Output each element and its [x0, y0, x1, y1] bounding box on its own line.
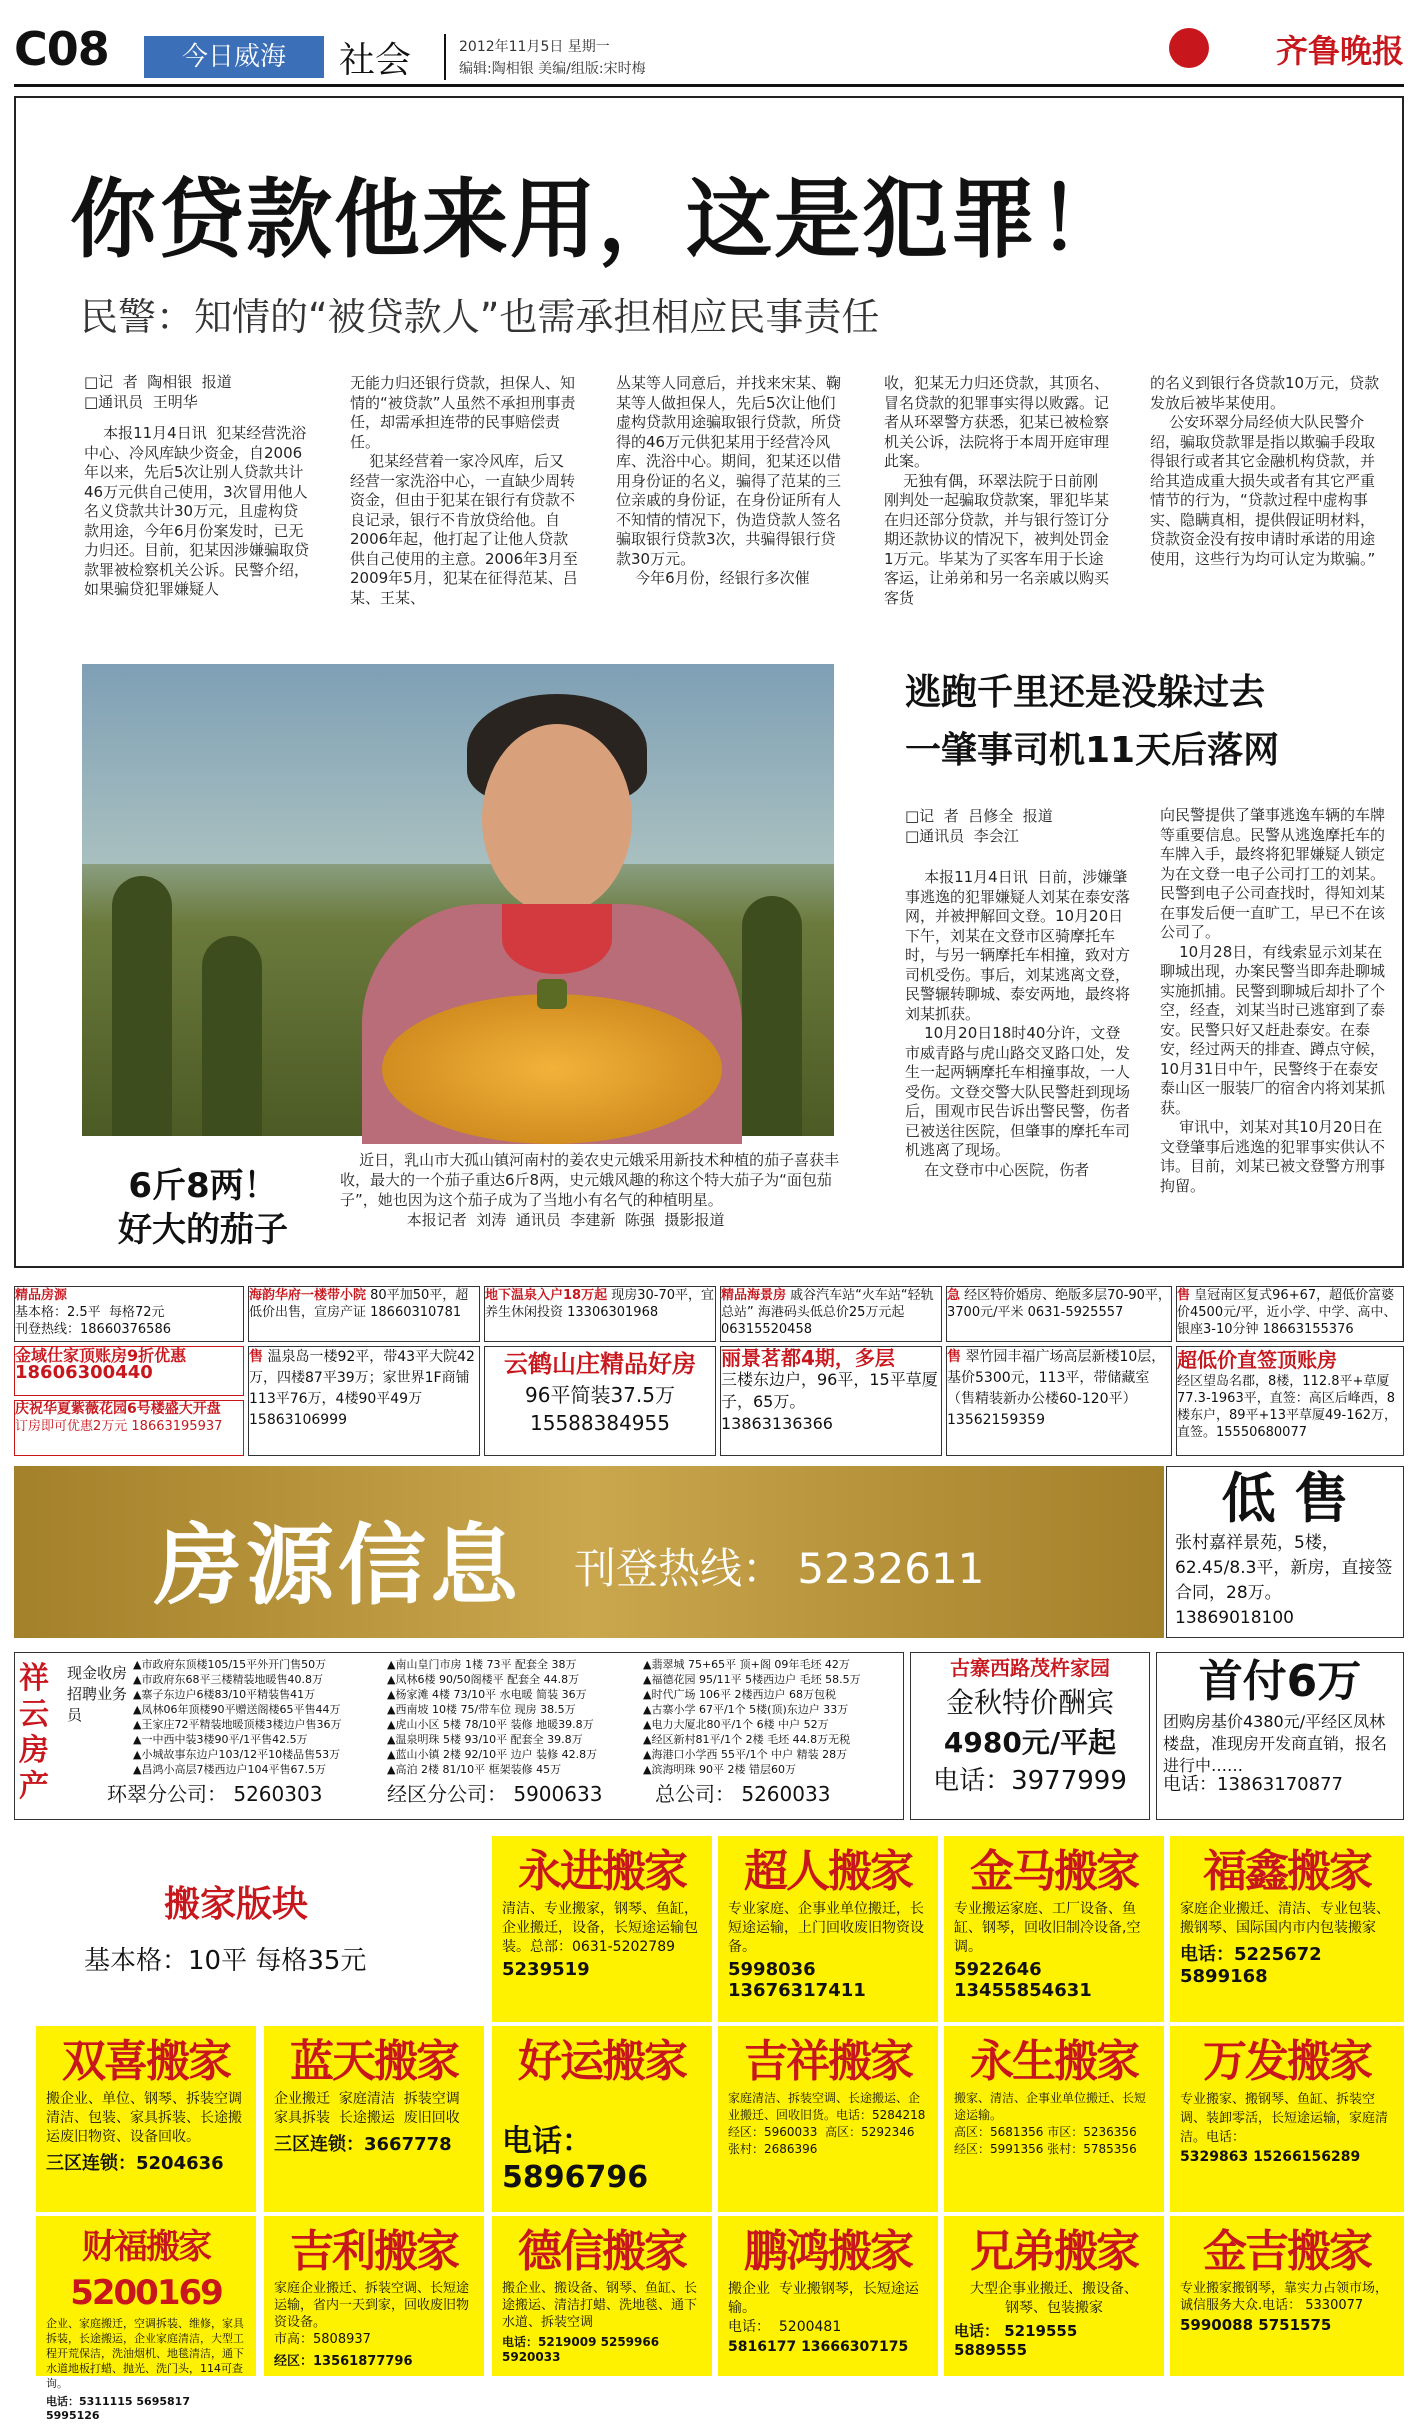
ad-title: 云鹤山庄精品好房	[504, 1350, 696, 1378]
ad-haiyun-huafu	[248, 1286, 480, 1342]
mover-phone: 5329863 15266156289	[1180, 2149, 1361, 2165]
ad-phone: 电话：3977999	[933, 1766, 1127, 1796]
second-article-column-2: 向民警提供了肇事逃逸车辆的车牌等重要信息。民警从逃逸摩托车的车牌入手，最终将犯罪嫌疑人锁定为在文登一电子公司打工的刘某。民警到电子公司查找时，得知刘某在事发后便一直旷工，早已不在该公司了。 10月28日，有线索显示刘某在聊城出现，办案民警当即奔赴聊城实施抓捕。民警到聊城后却扑了个空，经查，刘某当时已逃窜到了泰安。民警只好又赶赴泰安。在泰安，经过两天的排查、蹲点守候，10月31日中午，民警终于在泰安泰山区一服装厂的宿舍内将刘某抓获。 审讯中，刘某对其10月20日在文登肇事后逃逸的犯罪事实供认不讳。目前，刘某已被文登警方刑事拘留。	[1160, 806, 1386, 1195]
ad-title: 精品海景房	[721, 1288, 787, 1303]
header-divider	[444, 34, 446, 80]
news-photo	[82, 664, 834, 1136]
ad-text: 80平加50平，超低价出售，宣房产证 18660310781	[249, 1288, 469, 1320]
mover-ad-15	[944, 2216, 1164, 2376]
listing-column-1: ▲市政府东顶楼105/15平外开门售50万 ▲市政府东68平三楼精装地暖售40.8万 ▲寨子东边户6楼83/10平精装售41万 ▲凤林06年顶楼90平赠送阁楼65平售44万 ▲王家庄72平精装地暖顶楼3楼边户售36万 ▲一中西中装3楼90平/1平售42.5万 ▲小城故事东边户103/12平10楼品售53万 ▲昌鸿小高层7楼西边户104平售67.5万	[133, 1658, 342, 1776]
mover-desc: 专业家庭、企事业单位搬迁，长短途运输，上门回收废旧物资设备。	[728, 1901, 924, 1955]
ad-ji	[946, 1286, 1172, 1342]
mover-ad-7	[492, 2026, 712, 2212]
mover-name: 超人搬家	[744, 1846, 912, 1897]
listing-column-3: ▲翡翠城 75+65平 顶+阁 09年毛坯 42万 ▲福德花园 95/11平 5楼西边户 毛坯 58.5万 ▲时代广场 106平 2楼西边户 68万包税 ▲古寨小学 67平/1个 5楼(顶)东边户 33万 ▲电力大厦北80平/1个 6楼 中户 52万 ▲经区新村81平/1个 2楼 毛坯 44.8万无税 ▲海港口小学西 55平/1个 中户 精装 28万 ▲滨海明珠 90平 2楼 错层60万	[643, 1658, 861, 1776]
mover-ad-16	[1170, 2216, 1404, 2376]
mover-desc: 专业搬家、搬钢琴、鱼缸、拆装空调、装卸零活，长短途运输，家庭清洁。电话：	[1180, 2092, 1389, 2145]
mover-name: 金吉搬家	[1203, 2226, 1371, 2277]
ad-line: 金秋特价酬宾	[945, 1686, 1114, 1719]
mover-name: 蓝天搬家	[290, 2036, 458, 2087]
ad-text: 戚谷汽车站“火车站“轻轨总站” 海港码头低总价25万元起 06315520458	[721, 1288, 934, 1337]
article-column-2: 无能力归还银行贷款，担保人、知情的“被贷款”人虽然不承担刑事责任，却需承担连带的民事赔偿责任。 犯某经营着一家冷风库，后又经营一家洗浴中心，一直缺少周转资金，但由于犯某在银行有贷款不良记录，银行不肯放贷给他。自2006年起，他打起了让他人贷款供自己使用的主意。2006年3月至2009年5月，犯某在征得范某、吕某、王某、	[350, 374, 578, 607]
listing-column-2: ▲南山皇门市房 1楼 73平 配套全 38万 ▲凤林6楼 90/50阁楼平 配套全 44.8万 ▲杨家滩 4楼 73/10平 水电暖 简装 36万 ▲西南坡 10楼 75/带车位 现房 38.5万 ▲虎山小区 5楼 78/10平 装修 地暖39.8万 ▲温泉明珠 5楼 93/10平 配套全 39.8万 ▲蓝山小镇 2楼 92/10平 边户 装修 42.8万 ▲高泊 2楼 81/10平 框架装修 45万	[387, 1658, 598, 1776]
ad-title: 售	[947, 1349, 961, 1365]
mover-name: 兄弟搬家	[970, 2226, 1138, 2277]
mover-name: 福鑫搬家	[1203, 1846, 1371, 1897]
ad-title: 低 售	[1221, 1467, 1349, 1530]
mover-ad-11	[36, 2216, 256, 2422]
mover-phone: 5922646 13455854631	[954, 1959, 1092, 2001]
mover-phone: 电话：5896796	[502, 2124, 649, 2195]
ad-guzhai	[910, 1652, 1150, 1820]
mover-name: 鹏鸿搬家	[744, 2226, 912, 2277]
ad-chaodi-jia	[1176, 1346, 1404, 1456]
second-byline: □记 者 吕修全 报道 □通讯员 李会江	[905, 807, 1053, 845]
ad-yunhe-shanzhuang	[484, 1346, 716, 1456]
ad-title: 首付6万	[1198, 1656, 1362, 1707]
mover-phone: 电话：5311115 5695817 5995126	[46, 2395, 190, 2422]
ad-title: 庆祝华夏紫薇花园6号楼盛大开盘	[15, 1401, 221, 1417]
ad-text: 三楼东边户，96平，15平草厦子，65万。 13863136366	[721, 1370, 938, 1433]
newspaper-logo: 齐鲁晚报	[1275, 32, 1404, 70]
photo-caption-title: 6斤8两！ 好大的茄子	[118, 1166, 288, 1250]
article-column-3: 丛某等人同意后，并找来宋某、鞠某等人做担保人，先后5次让他们虚构贷款用途骗取银行贷款，所贷得的46万元供犯某用于经营冷风库、洗浴中心。期间，犯某还以借用身份证的名义，骗得了范某的三位亲戚的身份证，在身份证所有人不知情的情况下，伪造贷款人签名骗取银行贷款3次，共骗得银行贷款30万元。 今年6月份，经银行多次催	[616, 374, 842, 587]
moving-section-title: 搬家版块	[164, 1884, 309, 1925]
mover-ad-9	[944, 2026, 1164, 2212]
article-column-5: 的名义到银行各贷款10万元，贷款发放后被毕某使用。 公安环翠分局经侦大队民警介绍，骗取贷款罪是指以欺骗手段取得银行或者其它金融机构贷款，并给其造成重大损失或者有其它严重情节的行为，“贷款过程中虚构事实、隐瞒真相，提供假证明材料，贷款资金没有按申请时承诺的用途使用，这些行为均可认定为欺骗。”	[1150, 374, 1380, 568]
branch-phone-jingqu: 经区分公司： 5900633	[387, 1782, 603, 1806]
ad-huaxia-ziwei	[14, 1400, 244, 1456]
ad-haijing-fang	[720, 1286, 942, 1342]
issue-date: 2012年11月5日 星期一	[459, 39, 610, 55]
mover-phone: 三区连锁：3667778	[274, 2134, 452, 2155]
mover-name: 吉利搬家	[290, 2226, 458, 2277]
mover-desc: 家庭企业搬迁、清洁、专业包装、搬钢琴、国际国内市内包装搬家	[1180, 1901, 1390, 1936]
moving-section-header	[14, 1836, 484, 2014]
mover-phone: 经区：13561877796	[274, 2354, 413, 2369]
ad-text: 18606300440	[15, 1362, 153, 1383]
mover-desc: 搬企业 专业搬钢琴，长短途运输。 电话： 5200481	[728, 2281, 919, 2335]
ad-cuizhu-yuan	[946, 1346, 1172, 1456]
banner-hotline: 刊登热线： 5232611	[574, 1544, 985, 1593]
mover-name: 德信搬家	[518, 2226, 686, 2277]
ad-text: 基本格：2.5平 每格72元 刊登热线：18660376586	[15, 1305, 171, 1337]
listings-banner	[14, 1466, 1164, 1638]
ad-text: 皇冠南区复式96+67，超低价富婆价4500元/平，近小学、中学、高中、银座3-10分钟 18663155376	[1177, 1288, 1397, 1337]
branch-phone-huancui: 环翠分公司： 5260303	[107, 1782, 323, 1806]
ad-text: 温泉岛一楼92平，带43平大院42万，四楼87平39万；家世界1F商铺113平76万，4楼90平49万 15863106999	[249, 1349, 475, 1428]
mover-phone: 5990088 5751575	[1180, 2316, 1332, 2334]
ad-title: 精品房源	[15, 1288, 68, 1303]
mover-ad-12	[264, 2216, 484, 2376]
second-headline	[905, 664, 1279, 780]
mover-phone: 5816177 13666307175	[728, 2339, 909, 2355]
newspaper-logo-icon	[1169, 28, 1209, 68]
byline: □记 者 陶相银 报道 □通讯员 王明华	[84, 373, 232, 411]
headline: 你贷款他来用，这是犯罪！	[70, 170, 1126, 270]
ad-title: 金域仕家顶账房9折优惠	[15, 1346, 187, 1365]
ad-text: 翠竹园丰福广场高层新楼10层，基价5300元，113平，带储藏室（售精装新办公楼60-120平）13562159359	[947, 1349, 1166, 1428]
mover-ad-6	[264, 2026, 484, 2212]
ad-text: 张村嘉祥景苑，5楼，62.45/8.3平，新房，直接签合同，28万。13869018100	[1175, 1533, 1393, 1628]
ad-title: 海韵华府一楼带小院	[249, 1288, 367, 1303]
mover-ad-14	[718, 2216, 938, 2376]
ad-title: 急	[947, 1288, 961, 1303]
ad-price: 4980元/平起	[943, 1726, 1117, 1759]
ad-low-sale	[1166, 1466, 1404, 1638]
mover-desc: 家庭企业搬迁、拆装空调、长短途运输，省内一天到家，回收废旧物资设备。 市高：5808937	[274, 2281, 470, 2347]
ad-shoufu	[1156, 1652, 1404, 1820]
mover-ad-3	[944, 1836, 1164, 2022]
ad-jingpin-fangyuan	[14, 1286, 244, 1342]
second-headline-line1: 逃跑千里还是没躲过去	[905, 672, 1266, 713]
page-header	[14, 18, 1404, 87]
ad-xiangyun-realty	[14, 1652, 904, 1820]
mover-ad-5	[36, 2026, 256, 2212]
mover-phone	[718, 2158, 938, 2162]
mover-name: 金马搬家	[970, 1846, 1138, 1897]
article-column-4: 收，犯某无力归还贷款，其顶名、冒名贷款的犯罪事实得以败露。记者从环翠警方获悉，犯某已被检察机关公诉，法院将于本周开庭审理此案。 无独有偶，环翠法院于日前刚刚判处一起骗取贷款案，罪犯毕某在归还部分贷款，并与银行签订分期还款协议的情况下，被判处罚金1万元。毕某为了买客车用于长途客运，让弟弟和另一名亲戚以购买客货	[884, 374, 1110, 607]
subheadline: 民警：知情的“被贷款人”也需承担相应民事责任	[80, 295, 880, 339]
ad-text: 订房即可优惠2万元 18663195937	[15, 1419, 223, 1434]
ad-phone: 电话：13863170877	[1163, 1774, 1343, 1795]
ad-text: 经区特价婚房、绝版多层70-90平，3700元/平米 0631-5925557	[947, 1288, 1171, 1320]
ad-text: 团购房基价4380元/平经区凤林楼盘，准现房开发商直销，报名进行中……	[1163, 1712, 1388, 1775]
mover-name: 财福搬家5200169	[70, 2227, 222, 2313]
ad-text: 经区望岛名郡，8楼，112.8平+草厦77.3-1963平，直签：高区后峰西，8楼东户，89平+13平草厦49-162万，直签。15550680077	[1177, 1374, 1398, 1440]
banner-title: 房源信息	[154, 1514, 523, 1617]
mover-phone: 电话： 5219555 5889555	[954, 2322, 1078, 2359]
article-column-1: 本报11月4日讯 犯某经营洗浴中心、冷风库缺少资金，自2006年以来，先后5次让别人贷款共计46万元供自己使用，3次冒用他人名义贷款共计30万元，且虚构贷款用途，今年6月份案发时，已无力归还。目前，犯某因涉嫌骗取贷款罪被检察机关公诉。民警介绍，如果骗贷犯罪嫌疑人	[84, 424, 310, 598]
ad-lijing-mingdu	[720, 1346, 942, 1456]
mover-phone: 5239519	[502, 1959, 590, 1980]
ad-text: 96平简装37.5万 15588384955	[525, 1383, 675, 1435]
ad-title: 丽景茗都4期，多层	[721, 1346, 895, 1370]
mover-name: 双喜搬家	[62, 2036, 230, 2087]
ad-jinyu-shijia	[14, 1346, 244, 1396]
ad-title: 古寨西路茂杵家园	[950, 1656, 1110, 1680]
ad-title: 超低价直签顶账房	[1177, 1348, 1337, 1372]
mover-name: 永生搬家	[970, 2036, 1138, 2087]
branch-phone-head: 总公司： 5260033	[655, 1782, 831, 1806]
mover-desc: 企业搬迁 家庭清洁 拆装空调 家具拆装 长途搬运 废旧回收	[274, 2091, 460, 2126]
mover-phone: 三区连锁：5204636	[46, 2153, 224, 2174]
mover-desc: 企业、家庭搬迁，空调拆装、维修，家具拆装，长途搬运，企业家庭清洁，大型工程开荒保洁，洗油烟机、地毯清洁，通下水道地板打蜡、抛光、洗门头，114可查询。	[46, 2317, 244, 2390]
mover-desc: 专业搬家搬钢琴，靠实力占领市场，诚信服务大众.电话： 5330077	[1180, 2281, 1389, 2313]
ad-title: 售	[249, 1349, 263, 1365]
mover-ad-4	[1170, 1836, 1404, 2022]
mover-ad-8	[718, 2026, 938, 2212]
ad-text: 现房30-70平，宜养生休闲投资 13306301968	[485, 1288, 715, 1320]
mover-ad-10	[1170, 2026, 1404, 2212]
ad-title: 地下温泉入户18万起	[485, 1288, 608, 1303]
mover-desc: 搬家、清洁、企事业单位搬迁、长短途运输。 高区：5681356 市区：5236356 经区：5991356 张村：5785356	[954, 2091, 1147, 2156]
mover-phone: 电话：5225672 5899168	[1180, 1944, 1322, 1987]
second-article-column-1: 本报11月4日讯 日前，涉嫌肇事逃逸的犯罪嫌疑人刘某在泰安落网，并被押解回文登。10月20日下午，刘某在文登市区骑摩托车时，与另一辆摩托车相撞，致对方司机受伤。事后，刘某逃离文登，民警辗转聊城、泰安两地，最终将刘某抓获。 10月20日18时40分许，文登市威青路与虎山路交叉路口处，发生一起两辆摩托车相撞事故，一人受伤。文登交警大队民警赶到现场后，围观市民告诉出警民警，伤者已被送往医院，但肇事的摩托车司机逃离了现场。 在文登市中心医院，伤者	[905, 868, 1131, 1179]
mover-phone	[944, 2158, 1164, 2162]
mover-desc: 大型企事业搬迁、搬设备、 钢琴、包装搬家	[970, 2281, 1138, 2316]
mover-desc: 家庭清洁、拆装空调、长途搬运、企业搬迁、回收旧货。电话：5284218 经区：5960033 高区：5292346 张村：2686396	[728, 2091, 926, 2156]
mover-name: 好运搬家	[518, 2036, 686, 2087]
ad-shou-huangguan	[1176, 1286, 1404, 1342]
page-number: C08	[14, 22, 109, 76]
mover-ad-13	[492, 2216, 712, 2376]
mover-name: 吉祥搬家	[744, 2036, 912, 2087]
ad-dixia-wenquan	[484, 1286, 716, 1342]
mover-name: 永进搬家	[518, 1846, 686, 1897]
ad-wenquan-dao	[248, 1346, 480, 1456]
editors: 编辑:陶相银 美编/组版:宋时梅	[459, 61, 646, 77]
mover-desc: 专业搬运家庭、工厂设备、鱼缸、钢琴，回收旧制冷设备,空调。	[954, 1901, 1141, 1955]
dateline	[459, 36, 646, 80]
mover-phone: 5998036 13676317411	[728, 1959, 866, 2001]
realty-name: 祥云房产	[19, 1661, 49, 1804]
mover-desc: 清洁、专业搬家，钢琴、鱼缸，企业搬迁，设备，长短途运输包装。总部：0631-5202789	[502, 1901, 698, 1955]
moving-section-price: 基本格：10平 每格35元	[84, 1946, 367, 1976]
second-headline-line2: 一肇事司机11天后落网	[905, 730, 1280, 771]
ad-title: 售	[1177, 1288, 1191, 1303]
mover-ad-2	[718, 1836, 938, 2022]
mover-phone: 电话：5219009 5259966 5920033	[502, 2335, 660, 2364]
photo-caption: 近日，乳山市大孤山镇河南村的姜农史元娥采用新技术种植的茄子喜获丰收，最大的一个茄子重达6斤8两，史元娥风趣的称这个特大茄子为“面包茄子”，她也因为这个茄子成为了当地小有名气的种植明星。 本报记者 刘涛 通讯员 李建新 陈强 摄影报道	[340, 1151, 840, 1229]
mover-name: 万发搬家	[1203, 2036, 1371, 2087]
mover-desc: 搬企业、单位、钢琴、拆装空调清洁、包装、家具拆装、长途搬运废旧物资、设备回收。	[46, 2091, 242, 2145]
mover-ad-1	[492, 1836, 712, 2022]
mover-desc: 搬企业、搬设备、钢琴、鱼缸、长途搬运、清洁打蜡、洗地毯、通下水道、拆装空调	[502, 2281, 698, 2330]
section-title: 社会	[339, 40, 412, 81]
region-tag: 今日威海	[144, 36, 324, 78]
realty-desc: 现金收房 招聘业务员	[67, 1664, 128, 1724]
